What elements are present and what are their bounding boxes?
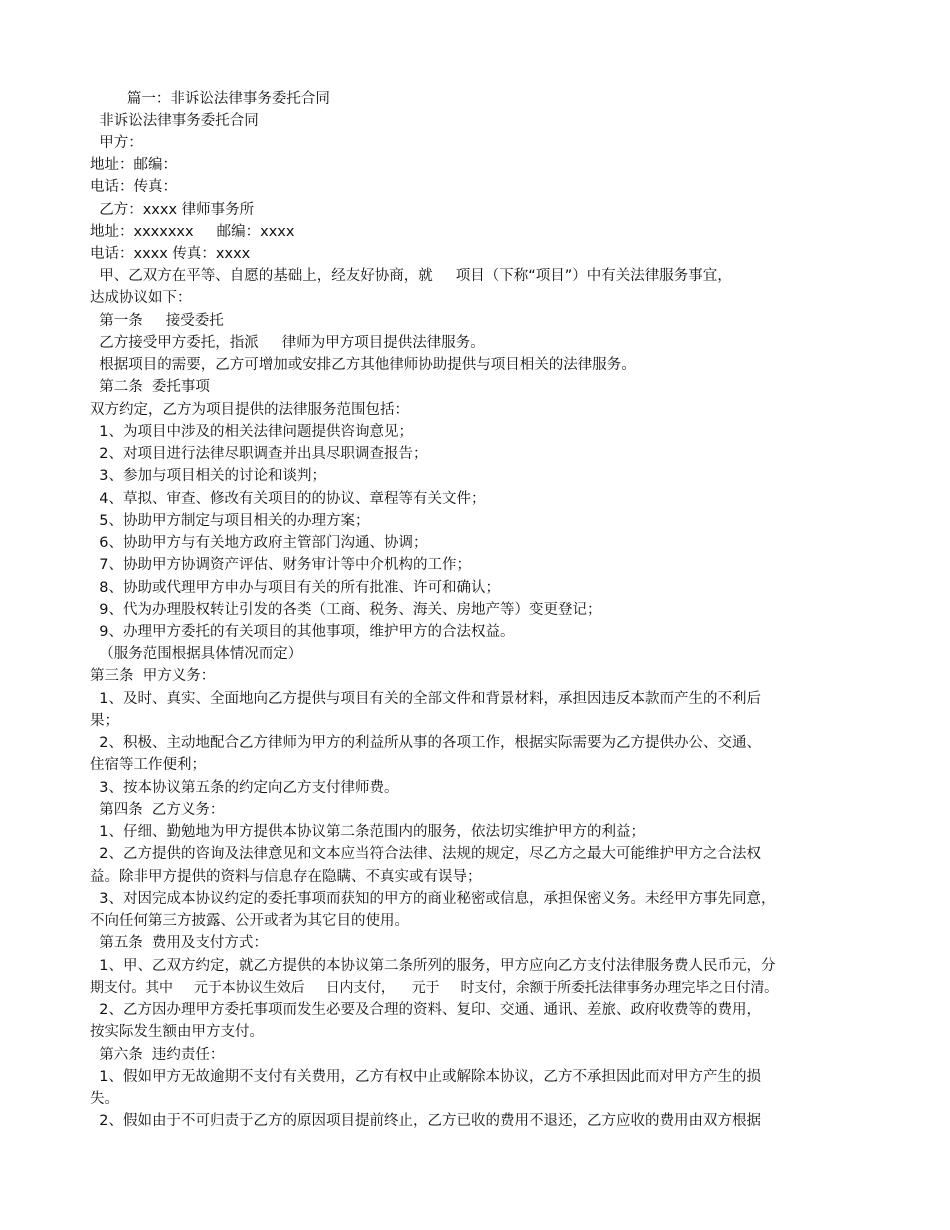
text-line: 按实际发生额由甲方支付。 xyxy=(90,1024,264,1040)
article-heading: 第四条 乙方义务： xyxy=(90,802,225,818)
list-item: 2、对项目进行法律尽职调查并出具尽职调查报告； xyxy=(90,446,428,462)
text-line: 地址：xxxxxxx 邮编：xxxx xyxy=(90,224,295,240)
list-item: 6、协助甲方与有关地方政府主管部门沟通、协调； xyxy=(90,535,428,551)
list-item: 1、甲、乙双方约定，就乙方提供的本协议第二条所列的服务，甲方应向乙方支付法律服务费人民币元，分 xyxy=(90,958,776,974)
article-heading: 第六条 违约责任： xyxy=(90,1047,225,1063)
list-item: 1、及时、真实、全面地向乙方提供与项目有关的全部文件和背景材料，承担因违反本款而产生的不利后 xyxy=(90,691,761,707)
text-line: 双方约定，乙方为项目提供的法律服务范围包括： xyxy=(90,402,409,418)
list-item: 7、协助甲方协调资产评估、财务审计等中介机构的工作； xyxy=(90,557,471,573)
text-line: 达成协议如下： xyxy=(90,290,192,306)
text-line: 地址：邮编： xyxy=(90,157,177,173)
document-heading: 篇一：非诉讼法律事务委托合同 xyxy=(90,91,330,107)
list-item: 3、参加与项目相关的讨论和谈判； xyxy=(90,468,326,484)
text-line: 电话：xxxx 传真：xxxx xyxy=(90,246,251,262)
text-line: 益。除非甲方提供的资料与信息存在隐瞒、不真实或有误导； xyxy=(90,869,482,885)
list-item: 2、乙方因办理甲方委托事项而发生必要及合理的资料、复印、交通、通讯、差旅、政府收费等的费用， xyxy=(90,1002,761,1018)
list-item: 3、对因完成本协议约定的委托事项而获知的甲方的商业秘密或信息，承担保密义务。未经甲方事先同意， xyxy=(90,891,776,907)
list-item: 4、草拟、审查、修改有关项目的的协议、章程等有关文件； xyxy=(90,491,486,507)
article-heading: 第五条 费用及支付方式： xyxy=(90,935,268,951)
text-line: 乙方接受甲方委托，指派 律师为甲方项目提供法律服务。 xyxy=(90,335,485,351)
list-item: 3、按本协议第五条的约定向乙方支付律师费。 xyxy=(90,780,399,796)
list-item: 5、协助甲方制定与项目相关的办理方案； xyxy=(90,513,370,529)
list-item: 9、代为办理股权转让引发的各类（工商、税务、海关、房地产等）变更登记； xyxy=(90,602,602,618)
article-heading: 第二条 委托事项 xyxy=(90,379,210,395)
text-line: 果； xyxy=(90,713,119,729)
text-line: 甲、乙双方在平等、自愿的基础上，经友好协商，就 项目（下称“项目”）中有关法律服务事宜， xyxy=(90,268,732,284)
list-item: 1、假如甲方无故逾期不支付有关费用，乙方有权中止或解除本协议，乙方不承担因此而对甲方产生的损 xyxy=(90,1069,761,1085)
text-line: 根据项目的需要，乙方可增加或安排乙方其他律师协助提供与项目相关的法律服务。 xyxy=(90,357,636,373)
text-line: 电话：传真： xyxy=(90,179,177,195)
text-line: 不向任何第三方披露、公开或者为其它目的使用。 xyxy=(90,913,409,929)
list-item: 2、积极、主动地配合乙方律师为甲方的利益所从事的各项工作，根据实际需要为乙方提供办公、交通、 xyxy=(90,735,761,751)
list-item: 2、乙方提供的咨询及法律意见和文本应当符合法律、法规的规定，尽乙方之最大可能维护甲方之合法权 xyxy=(90,846,761,862)
text-line: 失。 xyxy=(90,1091,119,1107)
text-line: 期支付。其中 元于本协议生效后 日内支付， 元于 时支付，余额于所委托法律事务办理完毕之日付清。 xyxy=(90,980,778,996)
text-line: 甲方： xyxy=(90,135,143,151)
list-item: 2、假如由于不可归责于乙方的原因项目提前终止，乙方已收的费用不退还，乙方应收的费用由双方根据 xyxy=(90,1113,761,1129)
article-heading: 第一条 接受委托 xyxy=(90,313,224,329)
list-item: 1、仔细、勤勉地为甲方提供本协议第二条范围内的服务，依法切实维护甲方的利益； xyxy=(90,824,645,840)
text-line: （服务范围根据具体情况而定） xyxy=(90,646,303,662)
list-item: 1、为项目中涉及的相关法律问题提供咨询意见； xyxy=(90,424,413,440)
text-line: 乙方：xxxx 律师事务所 xyxy=(90,202,255,218)
article-heading: 第三条 甲方义务： xyxy=(90,668,216,684)
text-line: 住宿等工作便利； xyxy=(90,757,206,773)
list-item: 9、办理甲方委托的有关项目的其他事项，维护甲方的合法权益。 xyxy=(90,624,515,640)
contract-title: 非诉讼法律事务委托合同 xyxy=(90,113,259,129)
list-item: 8、协助或代理甲方申办与项目有关的所有批准、许可和确认； xyxy=(90,580,500,596)
